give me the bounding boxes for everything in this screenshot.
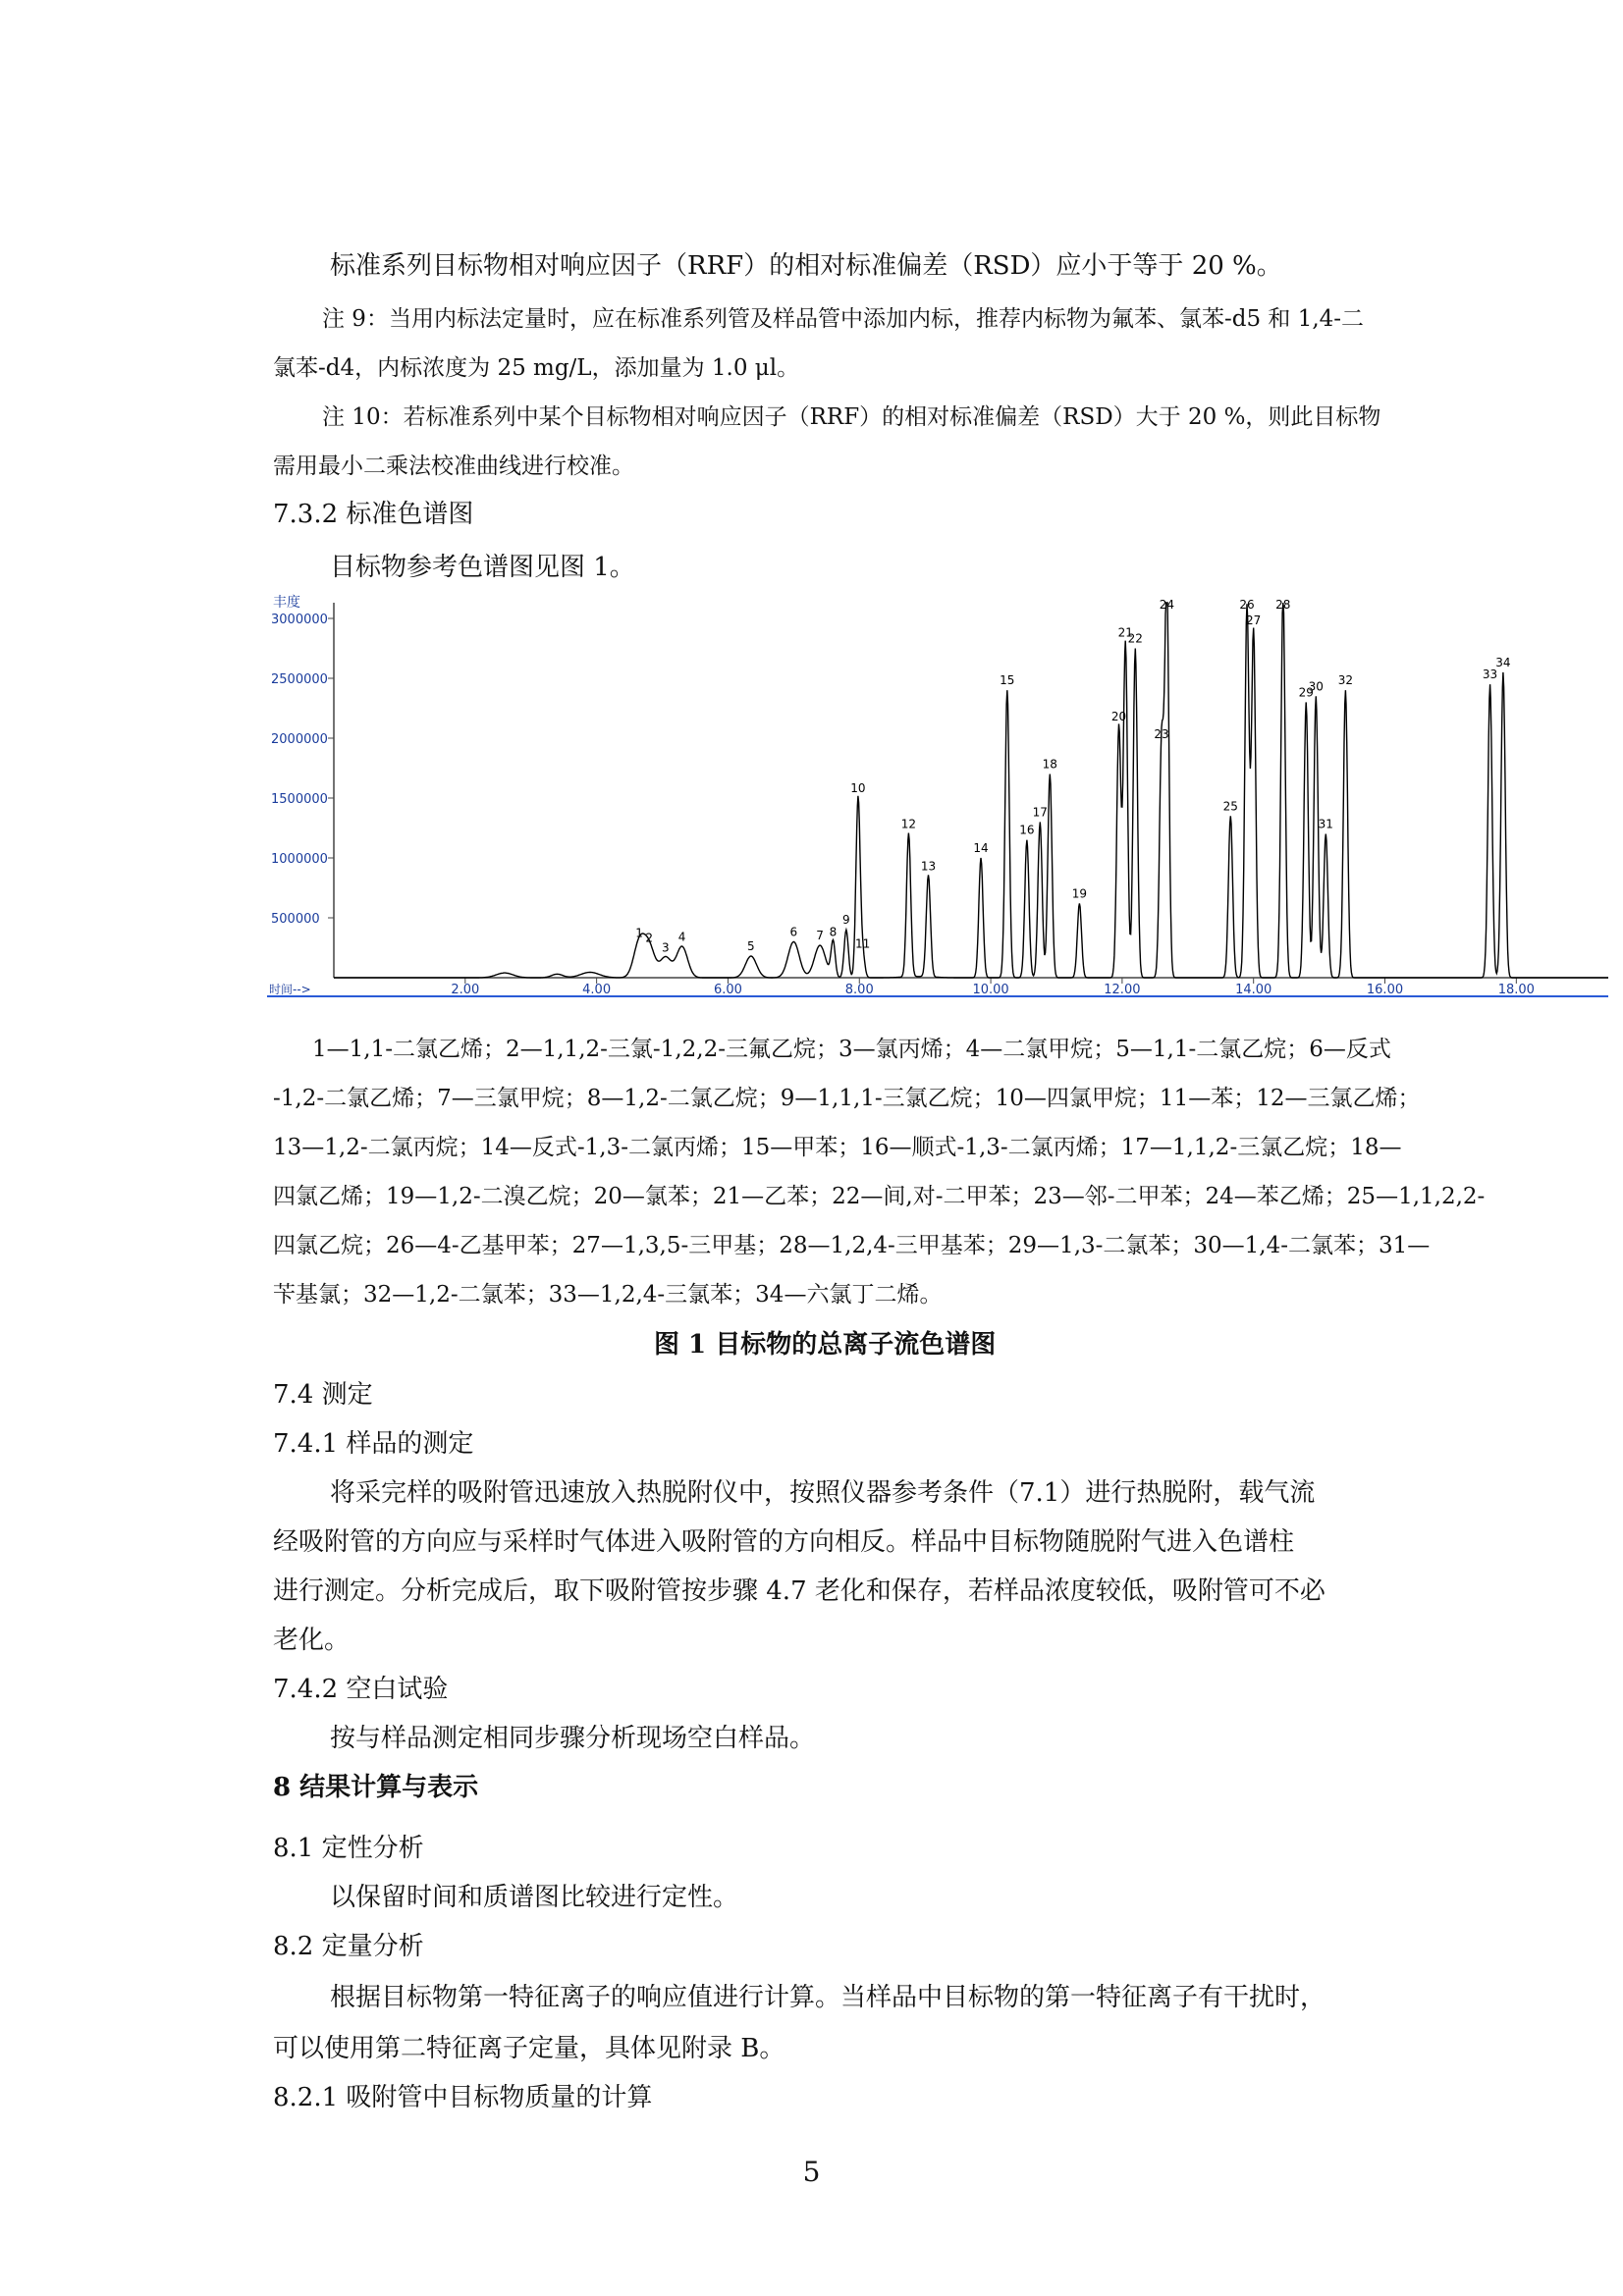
x-tick-label: 14.00 bbox=[1235, 983, 1272, 997]
peak-label-16: 16 bbox=[1019, 823, 1035, 837]
paragraph-quantitative-line-2: 可以使用第二特征离子定量，具体见附录 B。 bbox=[273, 2034, 785, 2063]
peak-label-12: 12 bbox=[900, 817, 917, 831]
peak-label-1: 1 bbox=[635, 926, 643, 940]
x-tick-label: 8.00 bbox=[844, 983, 874, 997]
caption-line-2: -1,2-二氯乙烯；7—三氯甲烷；8—1,2-二氯乙烷；9—1,1,1-三氯乙烷；10—四氯甲烷；11—苯；12—三氯乙烯； bbox=[273, 1086, 1421, 1111]
chromatogram-trace bbox=[334, 603, 1608, 978]
x-tick-label: 4.00 bbox=[582, 983, 612, 997]
peak-label-29: 29 bbox=[1298, 685, 1314, 700]
paragraph-sample-line-2: 经吸附管的方向应与采样时气体进入吸附管的方向相反。样品中目标物随脱附气进入色谱柱 bbox=[273, 1527, 1295, 1557]
section-heading-8-1: 8.1 定性分析 bbox=[273, 1834, 424, 1863]
note-9-line-2: 氯苯-d4，内标浓度为 25 mg/L，添加量为 1.0 μl。 bbox=[273, 355, 800, 381]
peak-label-31: 31 bbox=[1318, 817, 1333, 831]
peak-label-15: 15 bbox=[1000, 673, 1015, 688]
y-tick-label: 2500000 bbox=[271, 672, 328, 687]
section-heading-7-4-2: 7.4.2 空白试验 bbox=[273, 1675, 449, 1704]
y-tick-label: 2000000 bbox=[271, 732, 328, 747]
x-ticks bbox=[451, 978, 1535, 997]
page-number: 5 bbox=[802, 2156, 821, 2188]
chromatogram-chart bbox=[267, 587, 1612, 1006]
section-heading-7-3-2: 7.3.2 标准色谱图 bbox=[273, 500, 474, 529]
y-ticks bbox=[271, 613, 334, 927]
peak-label-21: 21 bbox=[1117, 625, 1133, 640]
peak-label-20: 20 bbox=[1110, 709, 1127, 723]
x-axis-label: 时间--> bbox=[269, 983, 311, 996]
y-axis-label: 丰度 bbox=[273, 595, 300, 611]
paragraph-sample-line-3: 进行测定。分析完成后，取下吸附管按步骤 4.7 老化和保存，若样品浓度较低，吸附管可不必 bbox=[273, 1576, 1325, 1606]
note-10-line-2: 需用最小二乘法校准曲线进行校准。 bbox=[273, 454, 634, 479]
paragraph-figure-ref: 目标物参考色谱图见图 1。 bbox=[330, 553, 635, 582]
peak-labels bbox=[635, 598, 1510, 954]
x-tick-label: 18.00 bbox=[1497, 983, 1535, 997]
caption-line-3: 13—1,2-二氯丙烷；14—反式-1,3-二氯丙烯；15—甲苯；16—顺式-1,3-二氯丙烯；17—1,1,2-三氯乙烷；18— bbox=[273, 1135, 1402, 1160]
y-tick-label: 1500000 bbox=[271, 792, 328, 807]
peak-label-27: 27 bbox=[1246, 614, 1262, 628]
caption-line-1: 1—1,1-二氯乙烯；2—1,1,2-三氯-1,2,2-三氟乙烷；3—氯丙烯；4—二氯甲烷；5—1,1-二氯乙烷；6—反式 bbox=[312, 1037, 1391, 1062]
peak-label-2: 2 bbox=[645, 931, 653, 945]
paragraph-rsd: 标准系列目标物相对响应因子（RRF）的相对标准偏差（RSD）应小于等于 20 %。 bbox=[330, 251, 1282, 281]
peak-label-26: 26 bbox=[1239, 598, 1255, 612]
peak-label-5: 5 bbox=[747, 939, 755, 954]
peak-label-30: 30 bbox=[1308, 679, 1324, 694]
peak-label-6: 6 bbox=[789, 925, 798, 939]
x-tick-label: 10.00 bbox=[972, 983, 1009, 997]
paragraph-qualitative: 以保留时间和质谱图比较进行定性。 bbox=[330, 1883, 739, 1912]
note-9-line-1: 注 9：当用内标法定量时，应在标准系列管及样品管中添加内标，推荐内标物为氟苯、氯苯-d5 和 1,4-二 bbox=[322, 306, 1365, 332]
paragraph-blank: 按与样品测定相同步骤分析现场空白样品。 bbox=[330, 1724, 816, 1753]
paragraph-sample-line-1: 将采完样的吸附管迅速放入热脱附仪中，按照仪器参考条件（7.1）进行热脱附，载气流 bbox=[330, 1478, 1316, 1508]
x-tick-label: 2.00 bbox=[451, 983, 480, 997]
peak-label-34: 34 bbox=[1495, 655, 1511, 669]
chromatogram-figure bbox=[267, 587, 1612, 1006]
paragraph-quantitative-line-1: 根据目标物第一特征离子的响应值进行计算。当样品中目标物的第一特征离子有干扰时， bbox=[330, 1983, 1326, 2012]
peak-label-14: 14 bbox=[973, 841, 989, 855]
peak-label-17: 17 bbox=[1032, 805, 1048, 820]
section-heading-8-2-1: 8.2.1 吸附管中目标物质量的计算 bbox=[273, 2083, 653, 2112]
x-tick-label: 6.00 bbox=[713, 983, 742, 997]
caption-line-5: 四氯乙烷；26—4-乙基甲苯；27—1,3,5-三甲基；28—1,2,4-三甲基苯；29—1,3-二氯苯；30—1,4-二氯苯；31— bbox=[273, 1233, 1431, 1258]
section-heading-7-4-1: 7.4.1 样品的测定 bbox=[273, 1429, 474, 1459]
peak-label-3: 3 bbox=[662, 940, 670, 955]
paragraph-sample-line-4: 老化。 bbox=[273, 1626, 351, 1655]
peak-label-22: 22 bbox=[1127, 631, 1143, 646]
peak-label-7: 7 bbox=[816, 929, 824, 943]
peak-label-13: 13 bbox=[920, 859, 937, 874]
section-heading-7-4: 7.4 测定 bbox=[273, 1380, 373, 1410]
peak-label-9: 9 bbox=[842, 913, 850, 928]
peak-label-8: 8 bbox=[829, 925, 838, 939]
y-tick-label: 500000 bbox=[271, 912, 320, 927]
peak-label-23: 23 bbox=[1154, 727, 1169, 742]
section-heading-8-2: 8.2 定量分析 bbox=[273, 1932, 424, 1961]
peak-label-25: 25 bbox=[1222, 799, 1238, 814]
peak-label-10: 10 bbox=[850, 781, 866, 795]
peak-label-24: 24 bbox=[1159, 598, 1175, 612]
caption-line-6: 苄基氯；32—1,2-二氯苯；33—1,2,4-三氯苯；34—六氯丁二烯。 bbox=[273, 1282, 943, 1308]
peak-label-32: 32 bbox=[1337, 673, 1354, 688]
y-tick-label: 1000000 bbox=[271, 852, 328, 867]
y-tick-label: 3000000 bbox=[271, 613, 328, 627]
peak-label-19: 19 bbox=[1071, 886, 1088, 901]
section-heading-8: 8 结果计算与表示 bbox=[273, 1773, 479, 1802]
x-tick-label: 16.00 bbox=[1366, 983, 1404, 997]
peak-label-28: 28 bbox=[1275, 598, 1291, 612]
peak-label-11: 11 bbox=[854, 936, 871, 951]
x-tick-label: 12.00 bbox=[1104, 983, 1141, 997]
peak-label-18: 18 bbox=[1042, 757, 1057, 772]
peak-label-4: 4 bbox=[677, 930, 686, 944]
note-10-line-1: 注 10：若标准系列中某个目标物相对响应因子（RRF）的相对标准偏差（RSD）大于 20 %，则此目标物 bbox=[322, 404, 1381, 430]
peak-label-33: 33 bbox=[1482, 667, 1498, 682]
caption-line-4: 四氯乙烯；19—1,2-二溴乙烷；20—氯苯；21—乙苯；22—间,对-二甲苯；23—邻-二甲苯；24—苯乙烯；25—1,1,2,2- bbox=[273, 1184, 1486, 1209]
figure-title: 图 1 目标物的总离子流色谱图 bbox=[654, 1330, 997, 1360]
